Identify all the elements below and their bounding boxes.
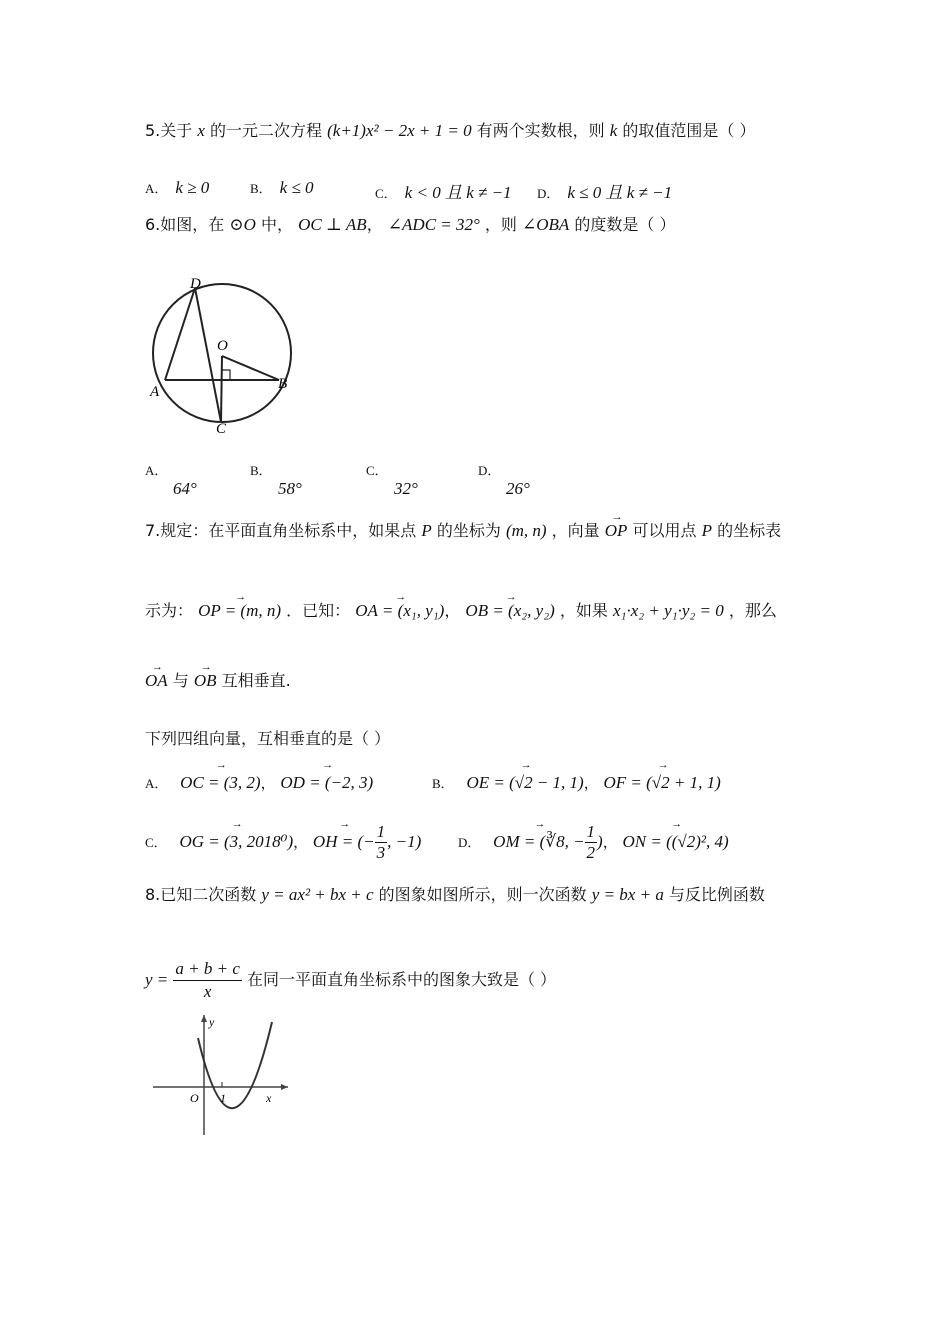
perpendicular-condition: x₁·x₂ + y₁·y₂ = 0: [613, 601, 724, 620]
q7-line2: 示为： → OP = (m, n) ．已知： → OA = (x₁, y₁)， → OB = (x₂, y₂) ，如果 x₁·x₂ + y₁·y₂ = 0 ，那么: [145, 600, 777, 622]
quadratic-function: y = ax² + bx + c: [261, 885, 374, 904]
q5-option-c: C． k < 0 且 k ≠ −1: [375, 183, 512, 202]
q5-mid: 的一元二次方程: [210, 121, 323, 140]
q7-question: 下列四组向量，互相垂直的是（ ）: [145, 729, 391, 748]
q6-cond2: ∠ADC = 32°: [387, 215, 480, 234]
fraction-one-half: $\frac{1}{2}$: [586, 822, 596, 862]
vector-oa-def: → OA = (x₁, y₁): [355, 600, 444, 622]
q6-cond1: OC ⊥ AB: [298, 215, 367, 234]
segment-oc: [221, 356, 222, 422]
q8-line1: 8.已知二次函数 y = ax² + bx + c 的图象如图所示，则一次函数 y = bx + a 与反比例函数: [145, 885, 765, 904]
label-origin: O: [190, 1091, 199, 1105]
q5-option-d: D． k ≤ 0 且 k ≠ −1: [537, 183, 673, 202]
q5-var-k: k: [609, 121, 618, 140]
chord-dc: [195, 288, 221, 422]
right-angle-mark: [222, 370, 230, 380]
q7-option-d: D． → OM = (∛8, − $\frac{1}{2}$ )， → ON = ((√2)², 4): [458, 822, 729, 863]
label-y: y: [209, 1015, 215, 1029]
q5-option-b: B． k ≤ 0: [250, 178, 314, 197]
q7-line1: 7.规定：在平面直角坐标系中，如果点 P 的坐标为 (m, n) ，向量 → OP 可以用点 P 的坐标表: [145, 520, 781, 542]
label-o: O: [217, 338, 228, 354]
label-a: A: [150, 384, 160, 400]
point-p: P: [421, 521, 432, 540]
parabola-curve: [198, 1022, 272, 1108]
label-one: 1: [220, 1091, 226, 1105]
label-c: C: [216, 421, 227, 437]
q6-target-angle: ∠OBA: [522, 215, 570, 234]
chord-da: [165, 288, 195, 380]
q8-line2: y = $\frac{a + b + c}{x}$ 在同一平面直角坐标系中的图象大致是（ ）: [145, 959, 557, 1001]
q6-circle-figure: [145, 270, 305, 440]
q6-option-b: B． 58°: [250, 463, 302, 498]
q5-stem: [145, 120, 756, 142]
q7-option-a: A． → OC = (3, 2)， → OD = (−2, 3): [145, 772, 373, 793]
vector-op: → OP: [605, 520, 628, 542]
reciprocal-function-fraction: $\frac{a + b + c}{x}$: [175, 959, 240, 1001]
q6-stem: 6.如图，在 ⊙O 中， OC ⊥ AB， ∠ADC = 32° ，则 ∠OBA 的度数是（ ）: [145, 215, 676, 234]
fraction-one-third: $\frac{1}{3}$: [376, 822, 386, 862]
q6-circle-symbol: ⊙O: [229, 215, 256, 234]
linear-function: y = bx + a: [591, 885, 664, 904]
vector-ob-def: → OB = (x₂, y₂): [465, 600, 554, 622]
label-d: D: [190, 276, 201, 292]
label-b: B: [278, 376, 288, 392]
q6-option-c: C． 32°: [366, 463, 418, 498]
x-axis-arrow: [281, 1084, 288, 1090]
q5-prefix: 5.关于: [145, 121, 193, 140]
q8-parabola-graph: [148, 1010, 298, 1140]
label-x: x: [266, 1091, 272, 1105]
q5-var-x: x: [197, 121, 205, 140]
q5-suffix: 的取值范围是（ ）: [622, 121, 756, 140]
q6-option-a: A． 64°: [145, 463, 197, 498]
y-axis-arrow: [201, 1015, 207, 1022]
q7-option-b: B． → OE = (√2 − 1, 1)， → OF = (√2 + 1, 1): [432, 772, 721, 793]
q7-line3: → OA 与 → OB 互相垂直.: [145, 670, 291, 692]
q7-option-c: C． → OG = (3, 2018⁰)， → OH = (− $\frac{1}{3}$ , −1): [145, 822, 421, 863]
q5-mid2: 有两个实数根，则: [476, 121, 605, 140]
vector-op-def: → OP = (m, n): [198, 600, 281, 622]
q6-option-d: D． 26°: [478, 463, 530, 498]
q5-equation: (k+1)x² − 2x + 1 = 0: [327, 121, 472, 140]
q5-option-a: A． k ≥ 0: [145, 178, 210, 197]
